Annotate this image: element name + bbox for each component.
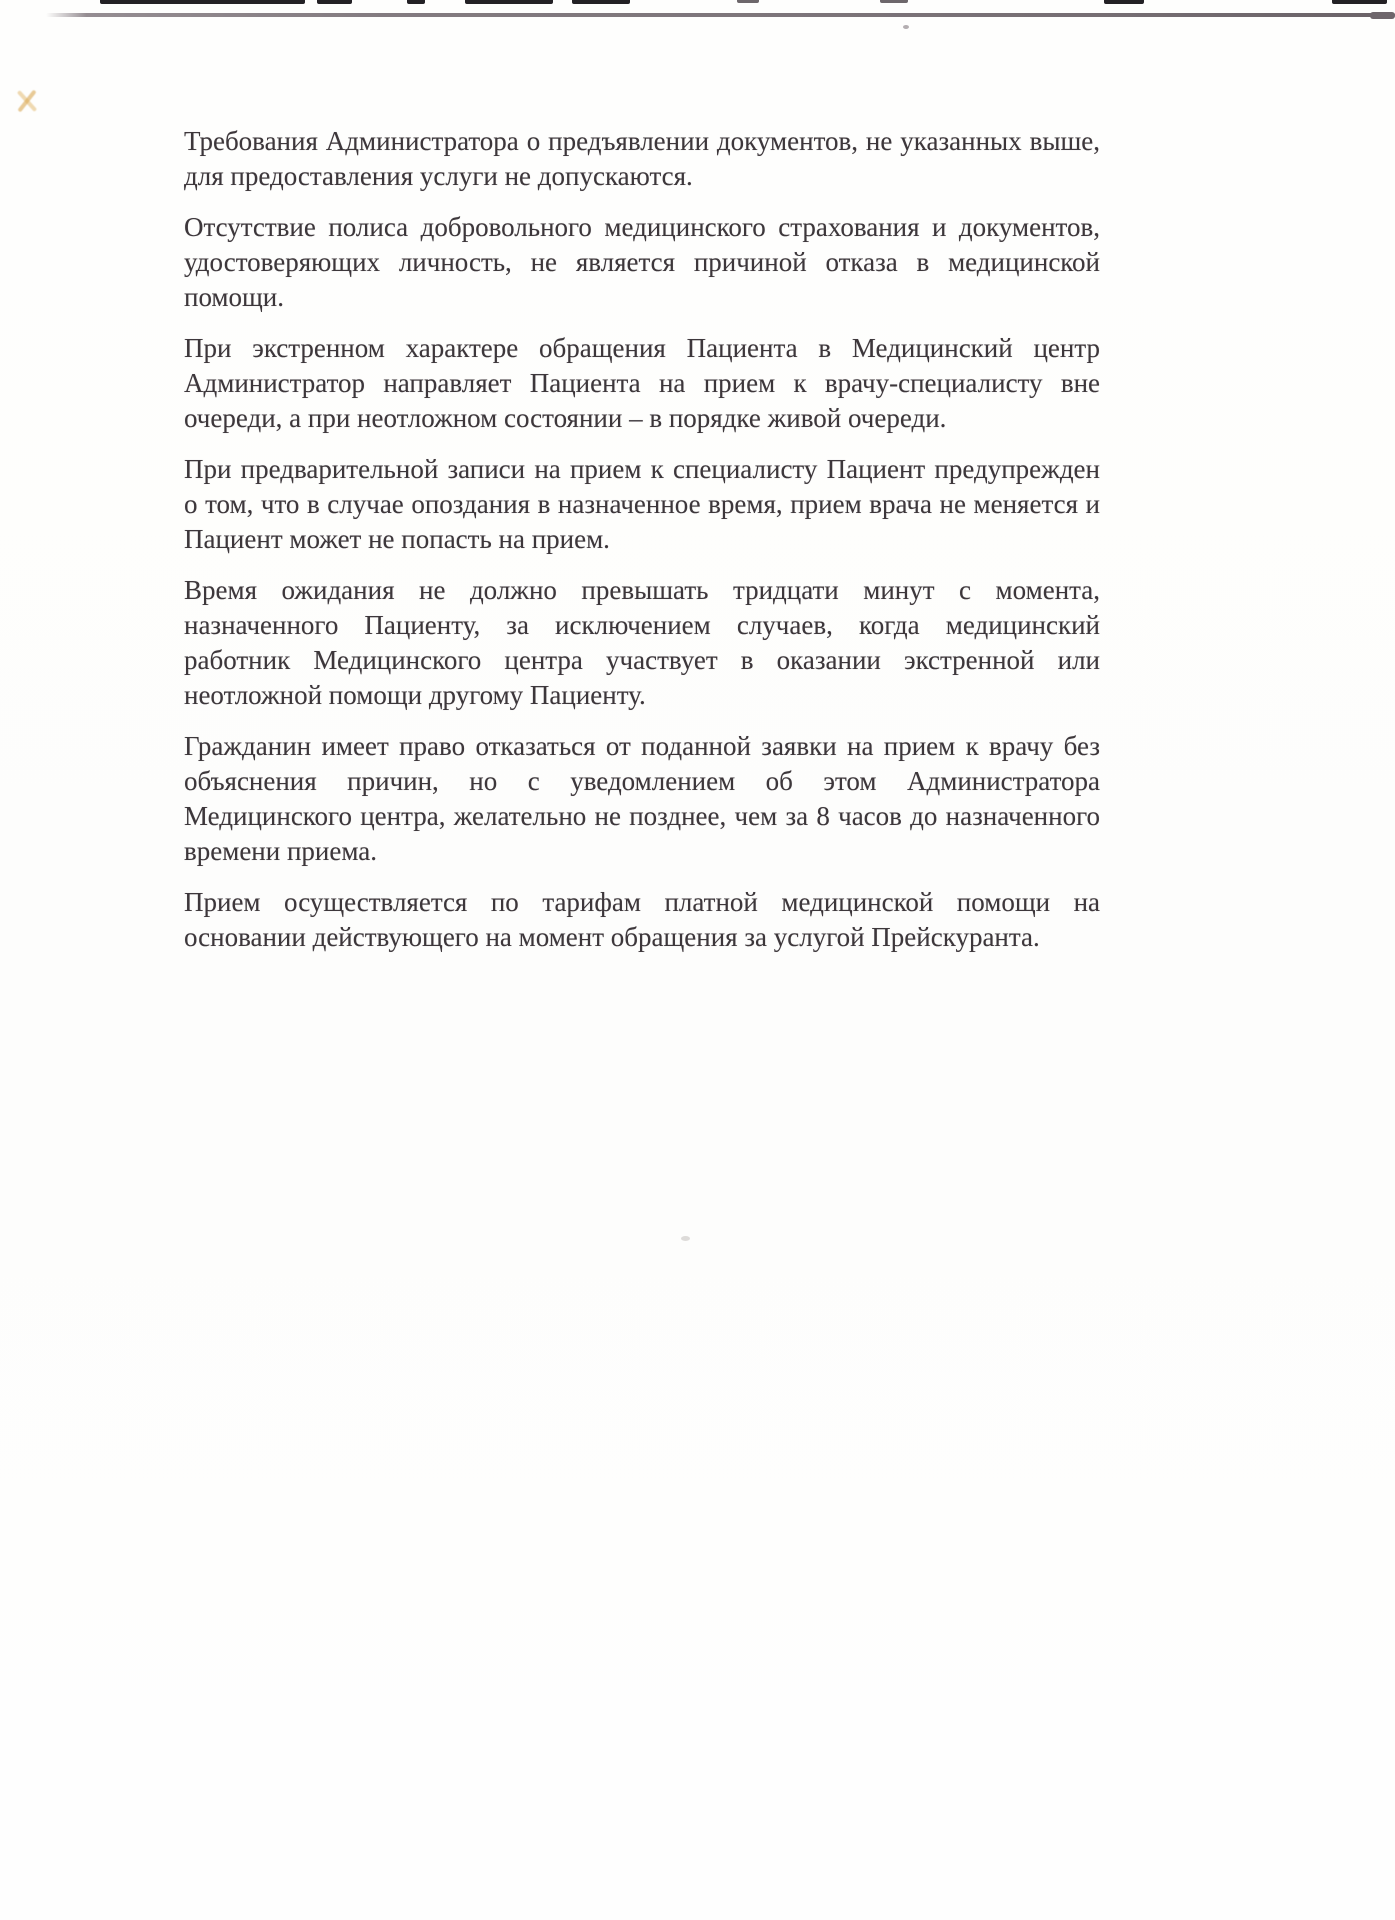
- scan-edge-fragment: [572, 0, 630, 4]
- text-line: назначенного Пациенту, за исключением случаев, когда медицинский: [184, 610, 1100, 640]
- scan-edge-fragment: [100, 0, 305, 4]
- scan-speck: [681, 1236, 690, 1241]
- text-line: времени приема.: [184, 836, 377, 866]
- scan-speck: [903, 25, 909, 29]
- paragraph-cancellation-right: [184, 729, 1100, 869]
- paragraph-waiting-time: [184, 573, 1100, 713]
- text-line: При экстренном характере обращения Пациента в Медицинский центр: [184, 333, 1100, 363]
- text-line: Время ожидания не должно превышать тридцати минут с момента,: [184, 575, 1100, 605]
- text-line: Пациент может не попасть на прием.: [184, 524, 610, 554]
- text-line: работник Медицинского центра участвует в оказании экстренной или: [184, 645, 1100, 675]
- scan-edge-fragment: [737, 0, 759, 3]
- text-line: Администратор направляет Пациента на прием к врачу-специалисту вне: [184, 368, 1100, 398]
- paragraph-no-policy-no-refusal: [184, 210, 1100, 315]
- scan-edge-fragment: [407, 0, 425, 4]
- text-line: удостоверяющих личность, не является причиной отказа в медицинской: [184, 247, 1100, 277]
- text-line: о том, что в случае опоздания в назначенное время, прием врача не меняется и: [184, 489, 1100, 519]
- text-line: очереди, а при неотложном состоянии – в порядке живой очереди.: [184, 403, 947, 433]
- text-line: Требования Администратора о предъявлении документов, не указанных выше,: [184, 126, 1100, 156]
- scan-edge-fragment: [880, 0, 908, 3]
- text-line: для предоставления услуги не допускаются.: [184, 161, 693, 191]
- text-line: помощи.: [184, 282, 285, 312]
- paragraph-emergency-admission: [184, 331, 1100, 436]
- document-text-column: [184, 124, 1100, 971]
- scan-line: [46, 13, 1395, 17]
- text-line: Гражданин имеет право отказаться от поданной заявки на прием к врачу без: [184, 731, 1100, 761]
- text-line: Прием осуществляется по тарифам платной медицинской помощи на: [184, 887, 1100, 917]
- scan-edge-fragment: [465, 0, 553, 4]
- text-line: основании действующего на момент обращения за услугой Прейскуранта.: [184, 922, 1040, 952]
- paragraph-late-arrival: [184, 452, 1100, 557]
- text-line: неотложной помощи другому Пациенту.: [184, 680, 646, 710]
- scan-edge-fragment: [1104, 0, 1144, 4]
- scan-edge-fragment: [1332, 0, 1387, 4]
- paragraph-documents-requirements: [184, 124, 1100, 194]
- text-line: Медицинского центра, желательно не позднее, чем за 8 часов до назначенного: [184, 801, 1100, 831]
- scan-line-tip: [1370, 12, 1395, 19]
- scan-edge-fragment: [317, 0, 352, 4]
- text-line: объяснения причин, но с уведомлением об этом Администратора: [184, 766, 1100, 796]
- paragraph-paid-tariffs: [184, 885, 1100, 955]
- yellow-smudge: [14, 84, 40, 118]
- text-line: При предварительной записи на прием к специалисту Пациент предупрежден: [184, 454, 1100, 484]
- text-line: Отсутствие полиса добровольного медицинского страхования и документов,: [184, 212, 1100, 242]
